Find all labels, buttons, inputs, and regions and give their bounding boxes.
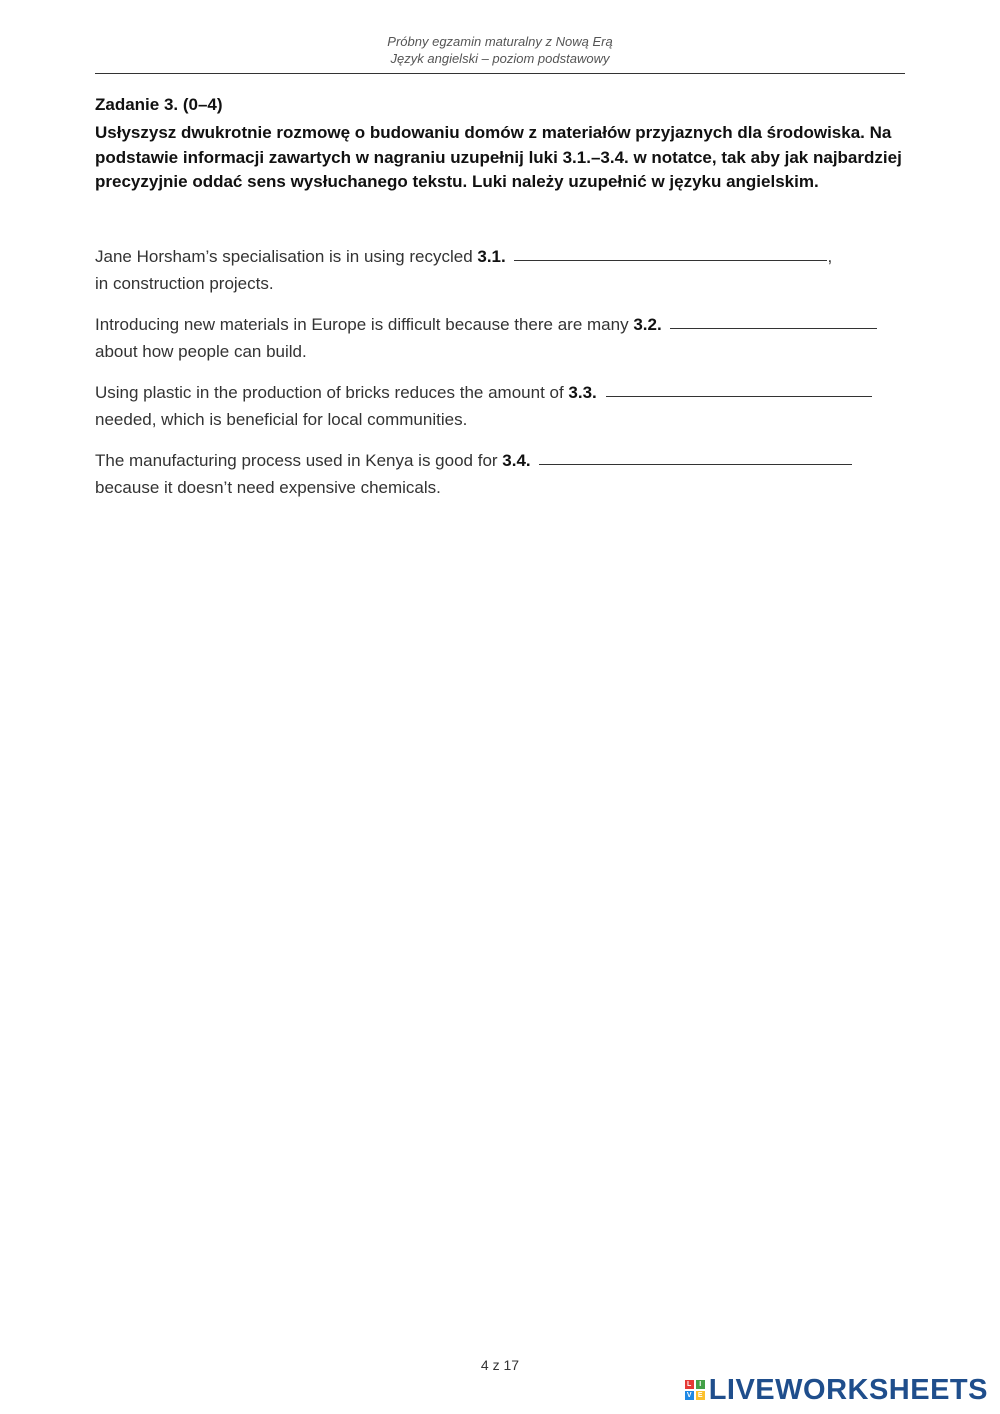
question-text: Introducing new materials in Europe is difficult because there are many — [95, 315, 634, 334]
question-number: 3.4. — [502, 451, 531, 470]
task-title: Zadanie 3. (0–4) — [95, 95, 223, 114]
question-item-3-3 — [95, 379, 915, 433]
liveworksheets-logo-icon — [685, 1380, 705, 1400]
question-continuation: because it doesn’t need expensive chemicals. — [95, 478, 441, 497]
question-number: 3.1. — [477, 247, 506, 266]
page-number: 4 z 17 — [480, 1357, 520, 1373]
answer-blank-3-3[interactable] — [606, 379, 872, 397]
liveworksheets-wordmark: LIVEWORKSHEETS — [708, 1373, 988, 1406]
answer-blank-3-4[interactable] — [539, 447, 852, 465]
question-continuation: in construction projects. — [95, 274, 274, 293]
question-text: Using plastic in the production of bricks reduces the amount of — [95, 383, 569, 402]
answer-blank-3-1[interactable] — [514, 243, 827, 261]
header-line-2: Język angielski – poziom podstawowy — [390, 51, 610, 66]
question-continuation: about how people can build. — [95, 342, 307, 361]
question-item-3-4 — [95, 447, 915, 501]
question-number: 3.2. — [633, 315, 662, 334]
question-text: The manufacturing process used in Kenya is good for — [95, 451, 503, 470]
logo-tile-i: I — [696, 1380, 705, 1389]
answer-input-3-4[interactable] — [539, 454, 852, 471]
question-text: Jane Horsham’s specialisation is in using recycled — [95, 247, 478, 266]
answer-input-3-1[interactable] — [514, 250, 827, 267]
header-line-1: Próbny egzamin maturalny z Nową Erą — [387, 34, 613, 49]
logo-tile-e: E — [696, 1391, 705, 1400]
page-header — [95, 33, 905, 67]
header-divider — [95, 73, 905, 74]
answer-input-3-2[interactable] — [670, 318, 877, 335]
question-number: 3.3. — [568, 383, 597, 402]
answer-input-3-3[interactable] — [606, 386, 872, 403]
question-item-3-1 — [95, 243, 915, 297]
question-item-3-2 — [95, 311, 915, 365]
logo-tile-l: L — [685, 1380, 694, 1389]
question-punctuation: , — [827, 247, 833, 266]
answer-blank-3-2[interactable] — [670, 311, 877, 329]
liveworksheets-logo[interactable] — [685, 1375, 988, 1405]
question-continuation: needed, which is beneficial for local communities. — [95, 410, 468, 429]
task-instructions: Usłyszysz dwukrotnie rozmowę o budowaniu domów z materiałów przyjaznych dla środowiska. Na podstawie informacji zawartych w nagraniu uzupełnij luki 3.1.–3.4. w notatce, tak aby jak najbardziej precyzyjnie oddać sens wysłuchanego tekstu. Luki należy uzupełnić w języku angielskim. — [95, 123, 902, 191]
logo-tile-v: V — [685, 1391, 694, 1400]
